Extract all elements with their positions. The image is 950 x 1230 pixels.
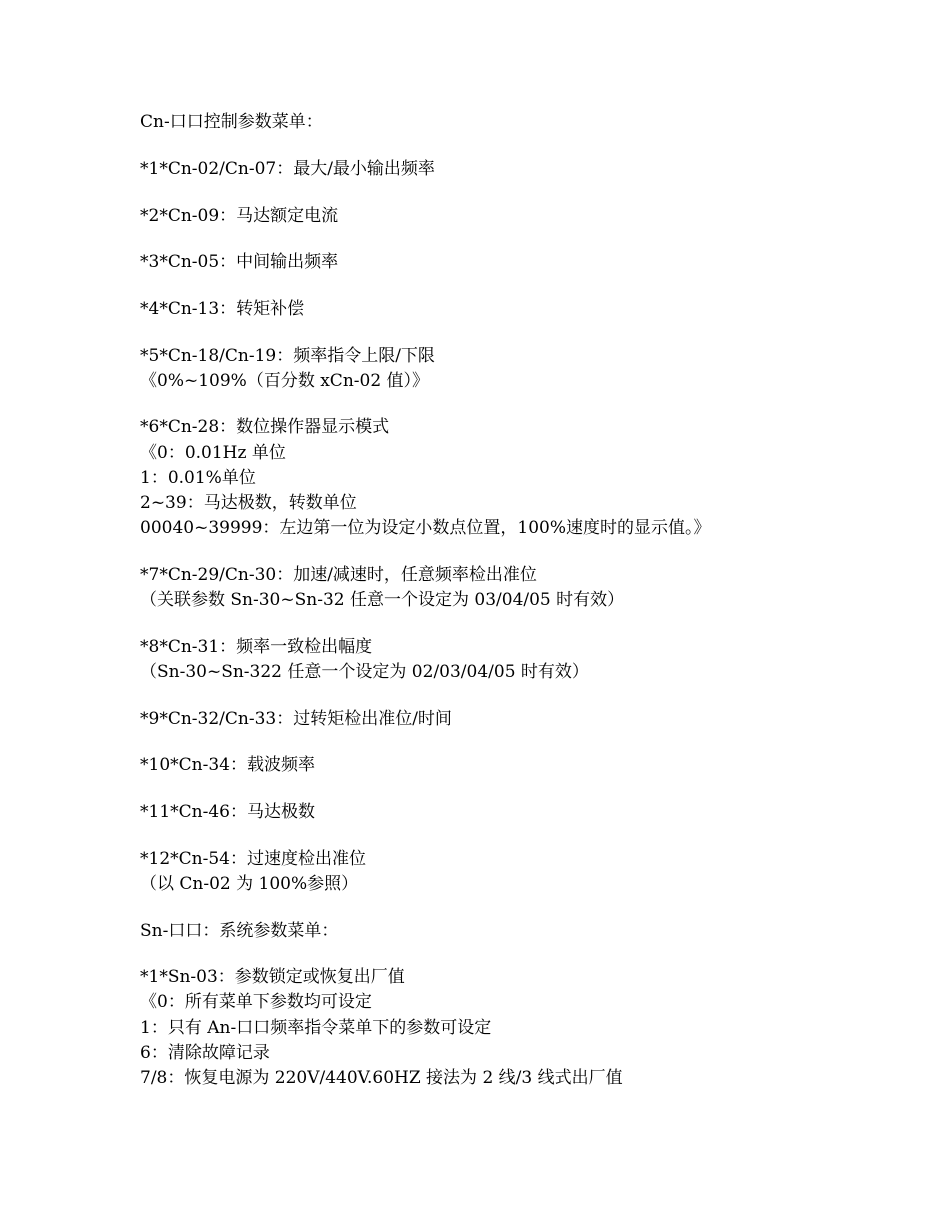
param-line: *1*Sn-03：参数锁定或恢复出厂值 xyxy=(140,967,405,987)
param-note: 1：0.01%单位 xyxy=(140,468,256,488)
param-line: *11*Cn-46：马达极数 xyxy=(140,802,315,822)
param-line: *2*Cn-09：马达额定电流 xyxy=(140,206,339,226)
param-line: *5*Cn-18/Cn-19：频率指令上限/下限 xyxy=(140,346,435,366)
param-note: 2~39：马达极数，转数单位 xyxy=(140,493,357,513)
param-line: *9*Cn-32/Cn-33：过转矩检出准位/时间 xyxy=(140,709,452,729)
param-note: 6：清除故障记录 xyxy=(140,1043,270,1063)
section-heading-cn: Cn-口口控制参数菜单： xyxy=(140,112,323,132)
param-note: 《0：0.01Hz 单位 xyxy=(140,443,286,463)
param-note: 《0：所有菜单下参数均可设定 xyxy=(140,992,372,1012)
param-note: 1：只有 An-口口频率指令菜单下的参数可设定 xyxy=(140,1018,492,1038)
param-line: *4*Cn-13：转矩补偿 xyxy=(140,299,305,319)
param-line: *3*Cn-05：中间输出频率 xyxy=(140,252,339,272)
param-note: 《0%~109%（百分数 xCn-02 值）》 xyxy=(140,371,430,391)
param-line: *12*Cn-54：过速度检出准位 xyxy=(140,849,366,869)
param-line: *10*Cn-34：载波频率 xyxy=(140,755,315,775)
param-note: （关联参数 Sn-30~Sn-32 任意一个设定为 03/04/05 时有效） xyxy=(140,590,625,610)
param-note: 7/8：恢复电源为 220V/440V.60HZ 接法为 2 线/3 线式出厂值 xyxy=(140,1068,623,1088)
param-line: *7*Cn-29/Cn-30：加速/减速时，任意频率检出准位 xyxy=(140,565,537,585)
param-note: （以 Cn-02 为 100%参照） xyxy=(140,874,359,894)
param-line: *8*Cn-31：频率一致检出幅度 xyxy=(140,637,373,657)
param-line: *6*Cn-28：数位操作器显示模式 xyxy=(140,417,390,437)
param-note: （Sn-30~Sn-322 任意一个设定为 02/03/04/05 时有效） xyxy=(140,662,589,682)
section-heading-sn: Sn-口口：系统参数菜单： xyxy=(140,921,339,941)
param-note: 00040~39999：左边第一位为设定小数点位置，100%速度时的显示值。》 xyxy=(140,518,711,538)
param-line: *1*Cn-02/Cn-07：最大/最小输出频率 xyxy=(140,159,435,179)
